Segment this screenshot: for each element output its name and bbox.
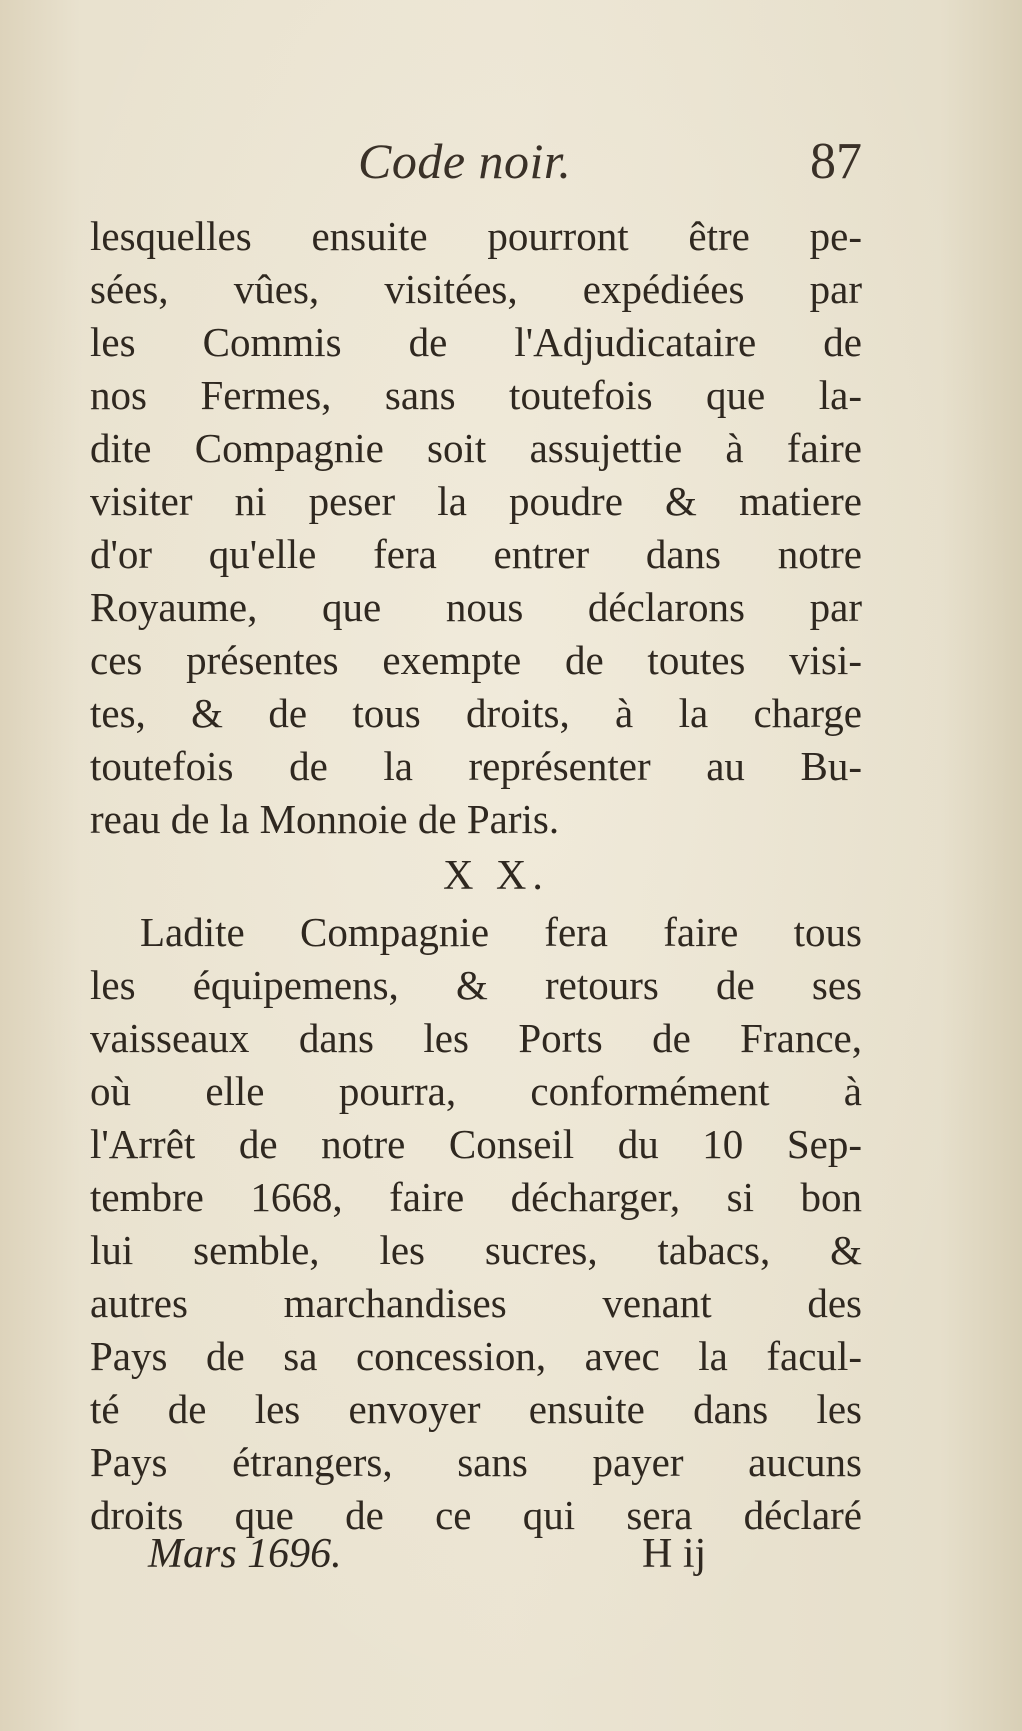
- page-footer: [90, 1530, 862, 1590]
- footer-date: Mars 1696.: [148, 1531, 342, 1577]
- text-line: Pays étrangers, sans payer aucuns: [90, 1439, 862, 1485]
- text-line: droits que de ce qui sera déclaré: [90, 1492, 862, 1538]
- text-block: [90, 210, 862, 1542]
- text-line: dite Compagnie soit assujettie à faire: [90, 425, 862, 471]
- text-line: té de les envoyer ensuite dans les: [90, 1386, 862, 1432]
- text-line: visiter ni peser la poudre & matiere: [90, 478, 862, 524]
- text-line: ces présentes exempte de toutes visi-: [90, 637, 862, 683]
- running-title: Code noir.: [358, 133, 572, 189]
- signature-mark: H ij: [642, 1531, 707, 1577]
- text-line: les équipemens, & retours de ses: [90, 962, 862, 1008]
- running-head: [90, 132, 870, 202]
- text-line: Pays de sa concession, avec la facul-: [90, 1333, 862, 1379]
- text-line: vaisseaux dans les Ports de France,: [90, 1015, 862, 1061]
- text-line: sées, vûes, visitées, expédiées par: [90, 266, 862, 312]
- text-line: Royaume, que nous déclarons par: [90, 584, 862, 630]
- text-line: tembre 1668, faire décharger, si bon: [90, 1174, 862, 1220]
- text-line: Ladite Compagnie fera faire tous: [140, 909, 862, 955]
- text-line: où elle pourra, conformément à: [90, 1068, 862, 1114]
- article-number: X X.: [443, 853, 549, 899]
- text-line: nos Fermes, sans toutefois que la-: [90, 372, 862, 418]
- paragraph-article-20: [90, 906, 862, 1542]
- text-line: autres marchandises venant des: [90, 1280, 862, 1326]
- text-line: toutefois de la représenter au Bu-: [90, 743, 862, 789]
- page-number: 87: [810, 133, 862, 190]
- text-line: lesquelles ensuite pourront être pe-: [90, 213, 862, 259]
- paragraph-continuation: [90, 210, 862, 846]
- text-line: l'Arrêt de notre Conseil du 10 Sep-: [90, 1121, 862, 1167]
- text-line: reau de la Monnoie de Paris.: [90, 796, 560, 842]
- text-line: les Commis de l'Adjudicataire de: [90, 319, 862, 365]
- text-line: tes, & de tous droits, à la charge: [90, 690, 862, 736]
- text-line: lui semble, les sucres, tabacs, &: [90, 1227, 862, 1273]
- text-line: d'or qu'elle fera entrer dans notre: [90, 531, 862, 577]
